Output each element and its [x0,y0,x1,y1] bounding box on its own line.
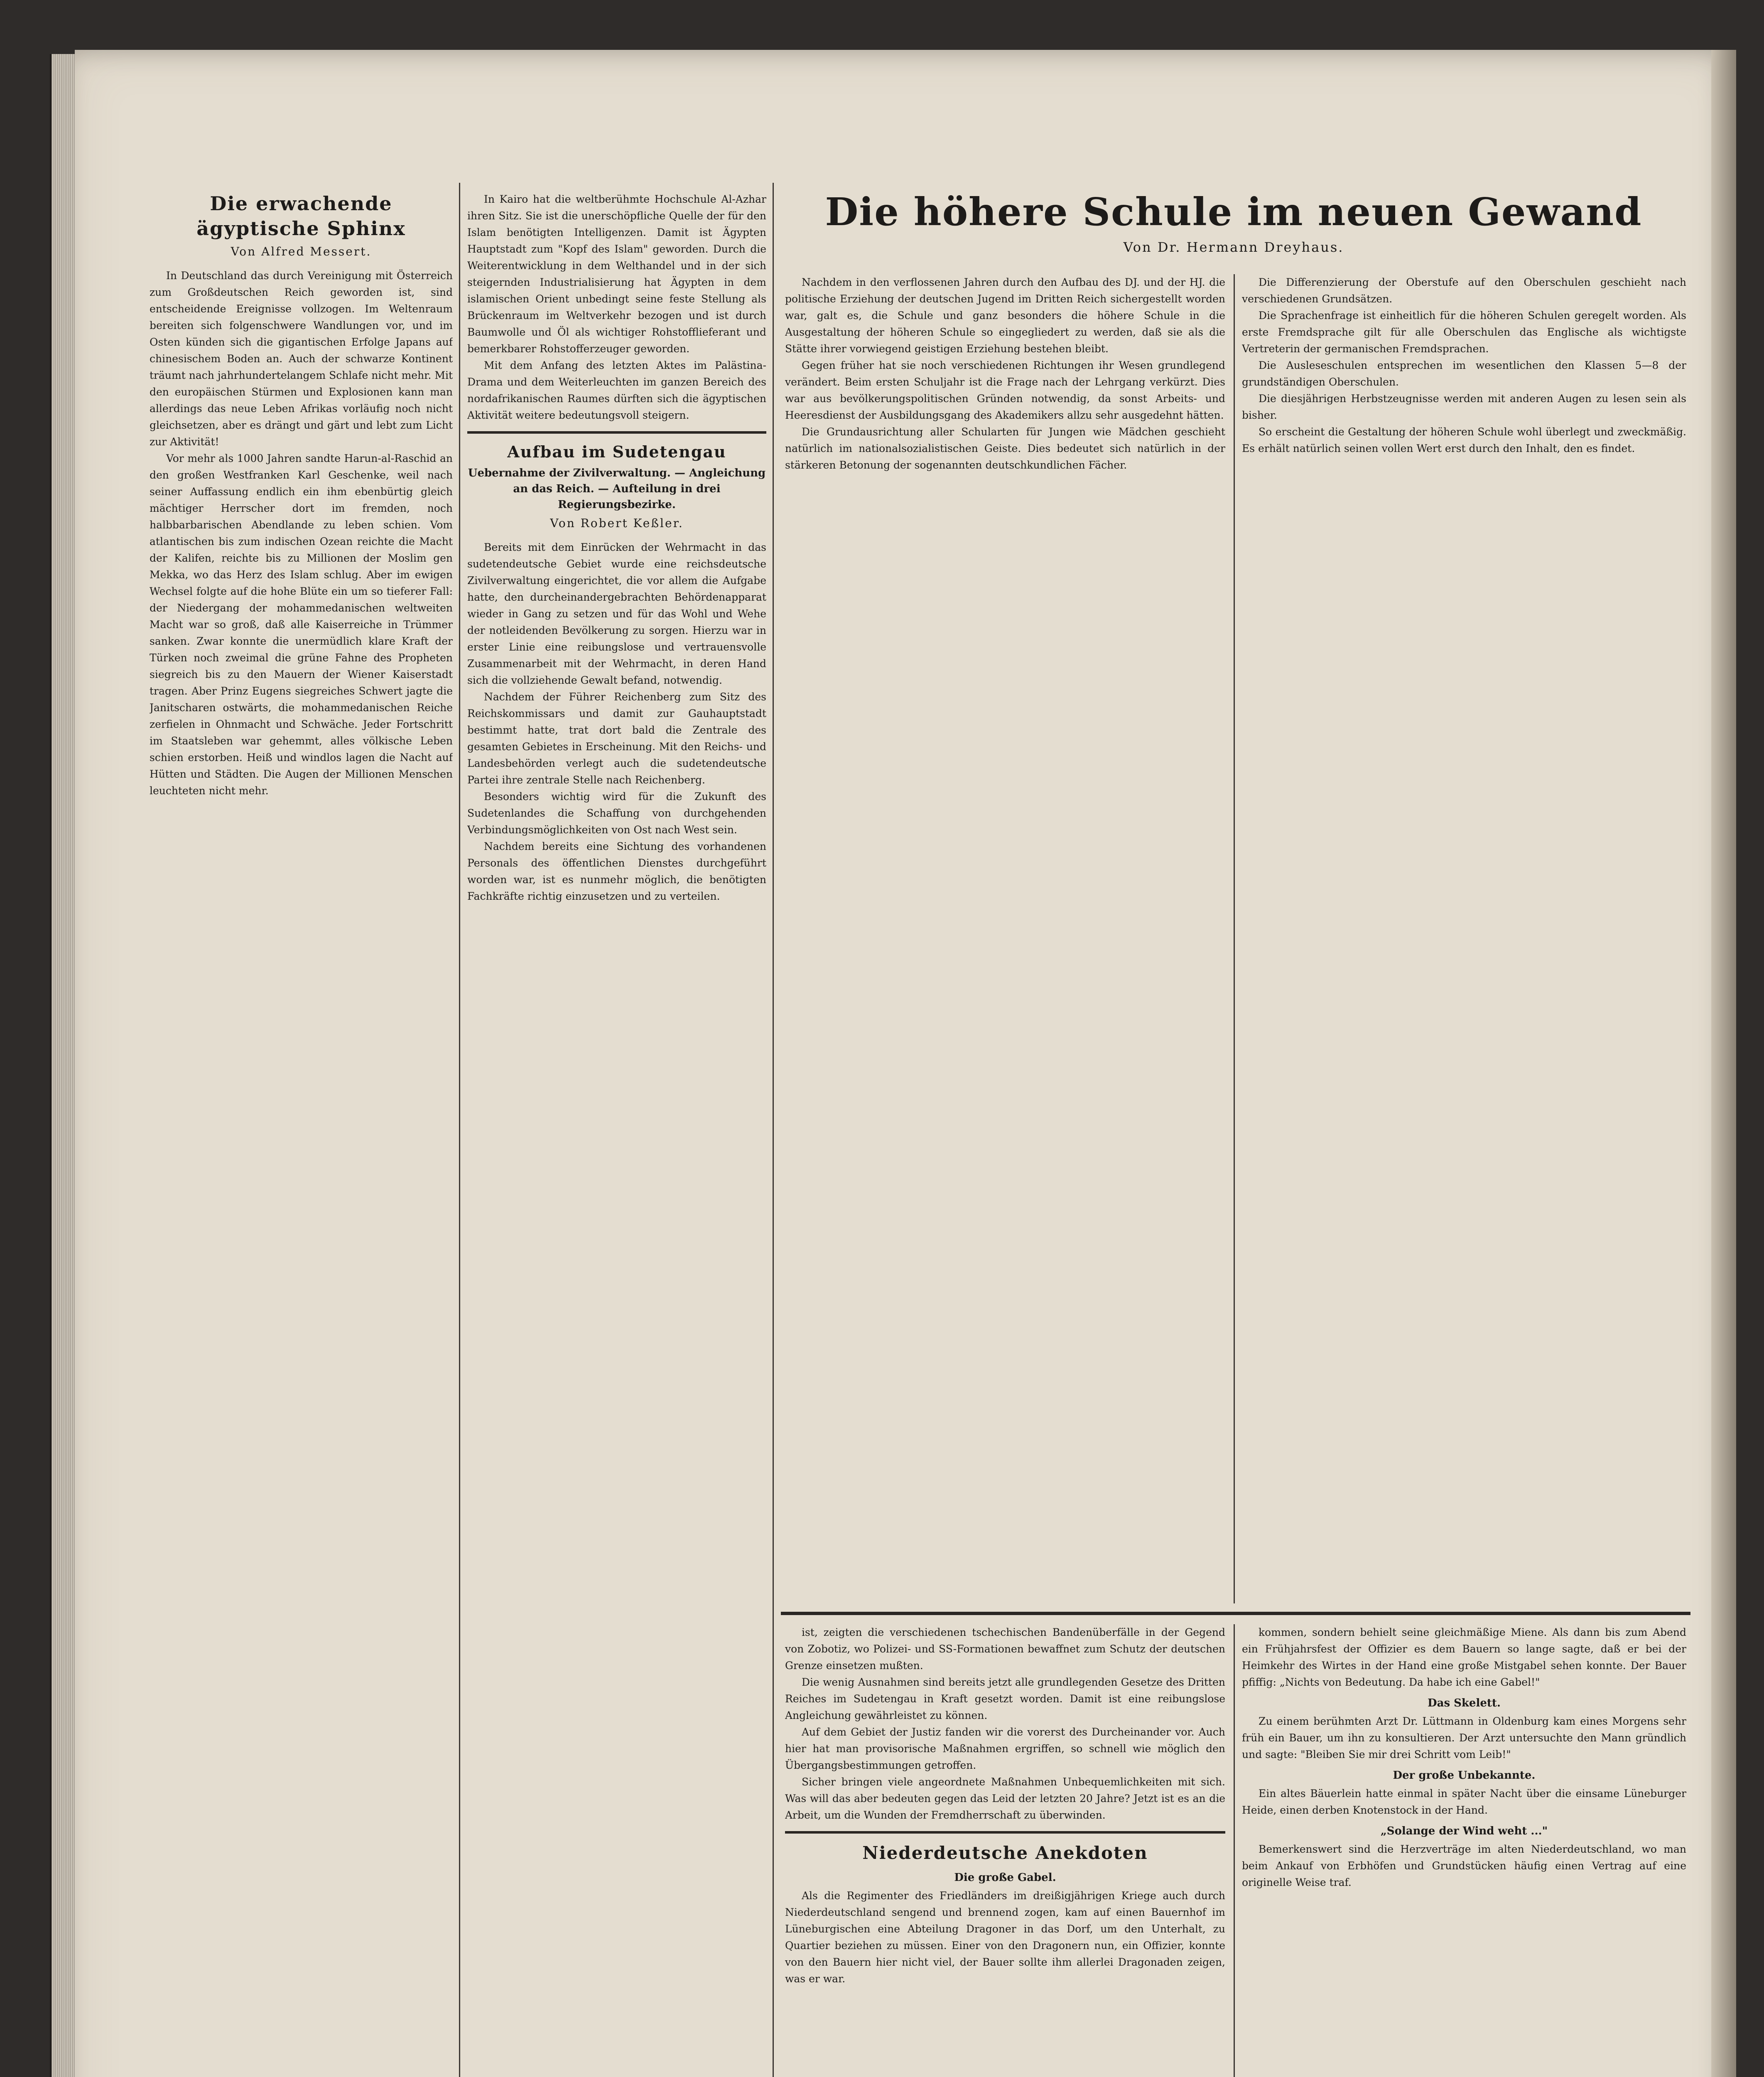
anekdoten-title: Niederdeutsche Anekdoten [862,1843,1148,1863]
column-rule [1234,1624,1235,2077]
article-sphinx-title: Die erwachende ägyptische Sphinx [196,192,406,240]
article-schule-paragraph: Die Grundausrichtung aller Schularten für Jungen wie Mädchen geschieht natürlich im nationalsozialistischen Geiste. Dies bedeutet sich natürlich in der stärkeren Betonung der sogenannten deutschkundlichen Fächer. [785,426,1225,471]
section-divider [467,431,766,434]
article-sudeten-paragraph: Nachdem der Führer Reichenberg zum Sitz des Reichskommissars und damit zur Gauhauptstadt bestimmt hatte, trat dort bald die Zentrale des gesamten Gebietes in Erscheinung. Mit den Reichs- und Landesbehörden verlegt auch die sudetendeutsche Partei ihre zentrale Stelle nach Reichenberg. [467,691,766,786]
article-sphinx-byline: Von Alfred Messert. [231,245,372,258]
article-sudeten-title: Aufbau im Sudetengau [507,442,726,461]
column-rule [773,183,774,2077]
article-sphinx-paragraph: In Kairo hat die weltberühmte Hochschule Al-Azhar ihren Sitz. Sie ist die unerschöpfliche Quelle der für den Islam benötigten Intelligenzen. Damit ist Ägypten Hauptstadt zum "Kopf des Islam" geworden. Durch die Weiterentwicklung in dem Welthandel und in der sich steigernden Industrialisierung hat Ägypten in dem islamischen Orient unbedingt seine feste Stellung als Brückenraum im Weltverkehr bezogen und ist durch Baumwolle und Öl als wichtiger Rohstofflieferant und bemerkbarer Rohstofferzeuger geworden. [467,193,766,355]
column-1 [150,191,453,2077]
book-page-edges [50,54,76,2077]
article-schule-paragraph: Nachdem in den verflossenen Jahren durch den Aufbau des DJ. und der HJ. die politische Erziehung der deutschen Jugend im Dritten Reich sichergestellt worden war, galt es, die Schule und ganz besonders die höhere Schule in die Ausgestaltung der höheren Schule so eingegliedert zu werden, daß sie als die Stätte ihrer vorwiegend geistigen Erziehung bestehen bleibt. [785,276,1225,355]
anekdote-text: Bemerkenswert sind die Herzverträge im alten Niederdeutschland, wo man beim Ankauf von Erbhöfen und Grundstücken häufig einen Vertrag auf eine originelle Weise traf. [1242,1843,1686,1888]
column-rule [1234,274,1235,1603]
anekdote-title: Das Skelett. [1428,1697,1501,1709]
newspaper-page [75,50,1736,2077]
section-divider [785,1831,1225,1834]
article-schule-header [781,187,1686,263]
article-sudeten-paragraph: Bereits mit dem Einrücken der Wehrmacht in das sudetendeutsche Gebiet wurde eine reichsdeutsche Zivilverwaltung eingerichtet, die vor allem die Aufgabe hatte, den durcheinandergebrachten Behördenapparat wieder in Gang zu setzen und für das Wohl und Wehe der notleidenden Bevölkerung zu sorgen. Hierzu war in erster Linie eine reibungslose und vertrauensvolle Zusammenarbeit mit der Wehrmacht, in deren Hand sich die vollziehende Gewalt befand, notwendig. [467,541,766,686]
article-sudeten-paragraph: Nachdem bereits eine Sichtung des vorhandenen Personals des öffentlichen Dienstes durchgeführt worden war, ist es nunmehr möglich, die benötigten Fachkräfte richtig einzusetzen und zu verteilen. [467,840,766,902]
article-sudeten-cont-paragraph: Die wenig Ausnahmen sind bereits jetzt alle grundlegenden Gesetze des Dritten Reiches im Sudetengau in Kraft gesetzt worden. Damit ist eine reibungslose Angleichung gewährleistet zu können. [785,1676,1225,1721]
column-3-lower [785,1624,1225,2077]
page-right-shadow [1711,50,1736,2077]
article-schule-paragraph: Gegen früher hat sie noch verschiedenen Richtungen ihr Wesen grundlegend verändert. Beim ersten Schuljahr ist die Frage nach der Lehrgang verkürzt. Dies war aus bevölkerungspolitischen Gründen notwendig, da sonst Arbeits- und Heeresdienst der Ausbildungsgang des Akademikers allzu sehr ausgedehnt hätten. [785,359,1225,421]
article-schule-paragraph: Die Sprachenfrage ist einheitlich für die höheren Schulen geregelt worden. Als erste Fremdsprache gilt für alle Oberschulen das Englische als wichtigste Vertreterin der germanischen Fremdsprachen. [1242,309,1686,355]
article-sphinx-paragraph: Vor mehr als 1000 Jahren sandte Harun-al-Raschid an den großen Westfranken Karl Geschenke, weil nach seiner Auffassung endlich ein ihm ebenbürtig gleich mächtiger Herrscher dort im fremden, noch halbbarbarischen Abendlande zu leben schien. Vom atlantischen bis zum indischen Ozean reichte die Macht der Kalifen, reichte bis zu Millionen der Moslim gen Mekka, wo das Herz des Islam schlug. Aber im ewigen Wechsel folgte auf die hohe Blüte ein um so tieferer Fall: der Niedergang der mohammedanischen weltweiten Macht war so groß, daß alle Kaiserreiche in Trümmer sanken. Zwar konnte die unermüdlich klare Kraft der Türken noch zweimal die grüne Fahne des Propheten siegreich bis zu den Mauern der Wiener Kaiserstadt tragen. Aber Prinz Eugens siegreiches Schwert jagte die Janitscharen ostwärts, die mohammedanischen Reiche zerfielen in Ohnmacht und Schwäche. Jeder Fortschritt im Staatsleben war gehemmt, alles völkische Leben schien erstorben. Heiß und windlos lagen die Nacht auf Hütten und Städten. Die Augen der Millionen Menschen leuchteten nicht mehr. [150,452,453,797]
anekdote-title: Der große Unbekannte. [1393,1769,1536,1782]
column-4-lower [1242,1624,1686,2077]
section-divider [781,1612,1690,1615]
article-sphinx-paragraph: Mit dem Anfang des letzten Aktes im Palästina-Drama und dem Weiterleuchten im ganzen Bereich des nordafrikanischen Raumes dürften sich die ägyptischen Aktivität weitere bedeutungsvoll steigern. [467,359,766,421]
article-schule-paragraph: Die diesjährigen Herbstzeugnisse werden mit anderen Augen zu lesen sein als bisher. [1242,393,1686,421]
column-2 [467,191,766,2077]
article-sudeten-lead: Uebernahme der Zivilverwaltung. — Angleichung an das Reich. — Aufteilung in drei Regierungsbezirke. [468,467,766,511]
column-4 [1242,274,1686,1603]
anekdote-title: Die große Gabel. [954,1871,1056,1884]
article-sudeten-paragraph: Besonders wichtig wird für die Zukunft des Sudetenlandes die Schaffung von durchgehenden Verbindungsmöglichkeiten von Ost nach West sein. [467,791,766,836]
column-3 [785,274,1225,1603]
column-rule [459,183,460,2077]
article-schule-paragraph: Die Differenzierung der Oberstufe auf den Oberschulen geschieht nach verschiedenen Grundsätzen. [1242,276,1686,305]
article-sudeten-cont-paragraph: Sicher bringen viele angeordnete Maßnahmen Unbequemlichkeiten mit sich. Was will das aber bedeuten gegen das Leid der letzten 20 Jahre? Jetzt ist es an die Arbeit, um die Wunden der Fremdherrschaft zu überwinden. [785,1776,1225,1821]
article-schule-paragraph: Die Ausleseschulen entsprechen im wesentlichen den Klassen 5—8 der grundständigen Oberschulen. [1242,359,1686,388]
article-schule-title: Die höhere Schule im neuen Gewand [825,189,1642,234]
article-sudeten-byline: Von Robert Keßler. [550,516,684,530]
anekdote-title: „Solange der Wind weht ..." [1380,1825,1548,1837]
article-schule-byline: Von Dr. Hermann Dreyhaus. [1123,239,1344,255]
article-sudeten-cont-paragraph: ist, zeigten die verschiedenen tschechischen Bandenüberfälle in der Gegend von Zobotiz, wo Polizei- und SS-Formationen bewaffnet zum Schutz der deutschen Grenze einsetzen mußten. [785,1626,1225,1672]
article-sudeten-cont-paragraph: Auf dem Gebiet der Justiz fanden wir die vorerst des Durcheinander vor. Auch hier hat man provisorische Maßnahmen ergriffen, so schnell wie möglich den Übergangsbestimmungen getroffen. [785,1726,1225,1771]
anekdote-text: Zu einem berühmten Arzt Dr. Lüttmann in Oldenburg kam eines Morgens sehr früh ein Bauer, um ihn zu konsultieren. Der Arzt untersuchte den Mann gründlich und sagte: "Bleiben Sie mir drei Schritt vom Leib!" [1242,1715,1686,1760]
article-sphinx-paragraph: In Deutschland das durch Vereinigung mit Österreich zum Großdeutschen Reich geworden ist, sind entscheidende Ereignisse vollzogen. Im Weltenraum bereiten sich folgenschwere Wandlungen vor, und im Osten künden sich die gigantischen Erfolge Japans auf chinesischem Boden an. Auch der schwarze Kontinent träumt nach jahrhundertelangem Schlafe nicht mehr. Mit den europäischen Stürmen und Explosionen kann man allerdings das neue Leben Afrikas vorläufig noch nicht gleichsetzen, aber es drängt und gärt und lebt zum Licht zur Aktivität! [150,270,453,448]
anekdote-text: Ein altes Bäuerlein hatte einmal in später Nacht über die einsame Lüneburger Heide, einen derben Knotenstock in der Hand. [1242,1787,1686,1816]
article-schule-paragraph: So erscheint die Gestaltung der höheren Schule wohl überlegt und zweckmäßig. Es erhält natürlich seinen vollen Wert erst durch den Inhalt, den es findet. [1242,426,1686,454]
anekdote-text: kommen, sondern behielt seine gleichmäßige Miene. Als dann bis zum Abend ein Frühjahrsfest der Offizier es dem Bauern so lange sagte, daß er bei der Heimkehr des Wirtes in der Hand eine große Mistgabel sehen konnte. Der Bauer pfiffig: „Nichts von Bedeutung. Da habe ich eine Gabel!" [1242,1626,1686,1688]
anekdote-text: Als die Regimenter des Friedländers im dreißigjährigen Kriege auch durch Niederdeutschland sengend und brennend zogen, kam auf einen Bauernhof im Lüneburgischen eine Abteilung Dragoner in das Dorf, um den Unterhalt, zu Quartier beziehen zu müssen. Einer von den Dragonern nun, ein Offizier, konnte von den Bauern hier nicht viel, der Bauer sollte ihm allerlei Dragonaden zeigen, was er war. [785,1890,1225,1985]
